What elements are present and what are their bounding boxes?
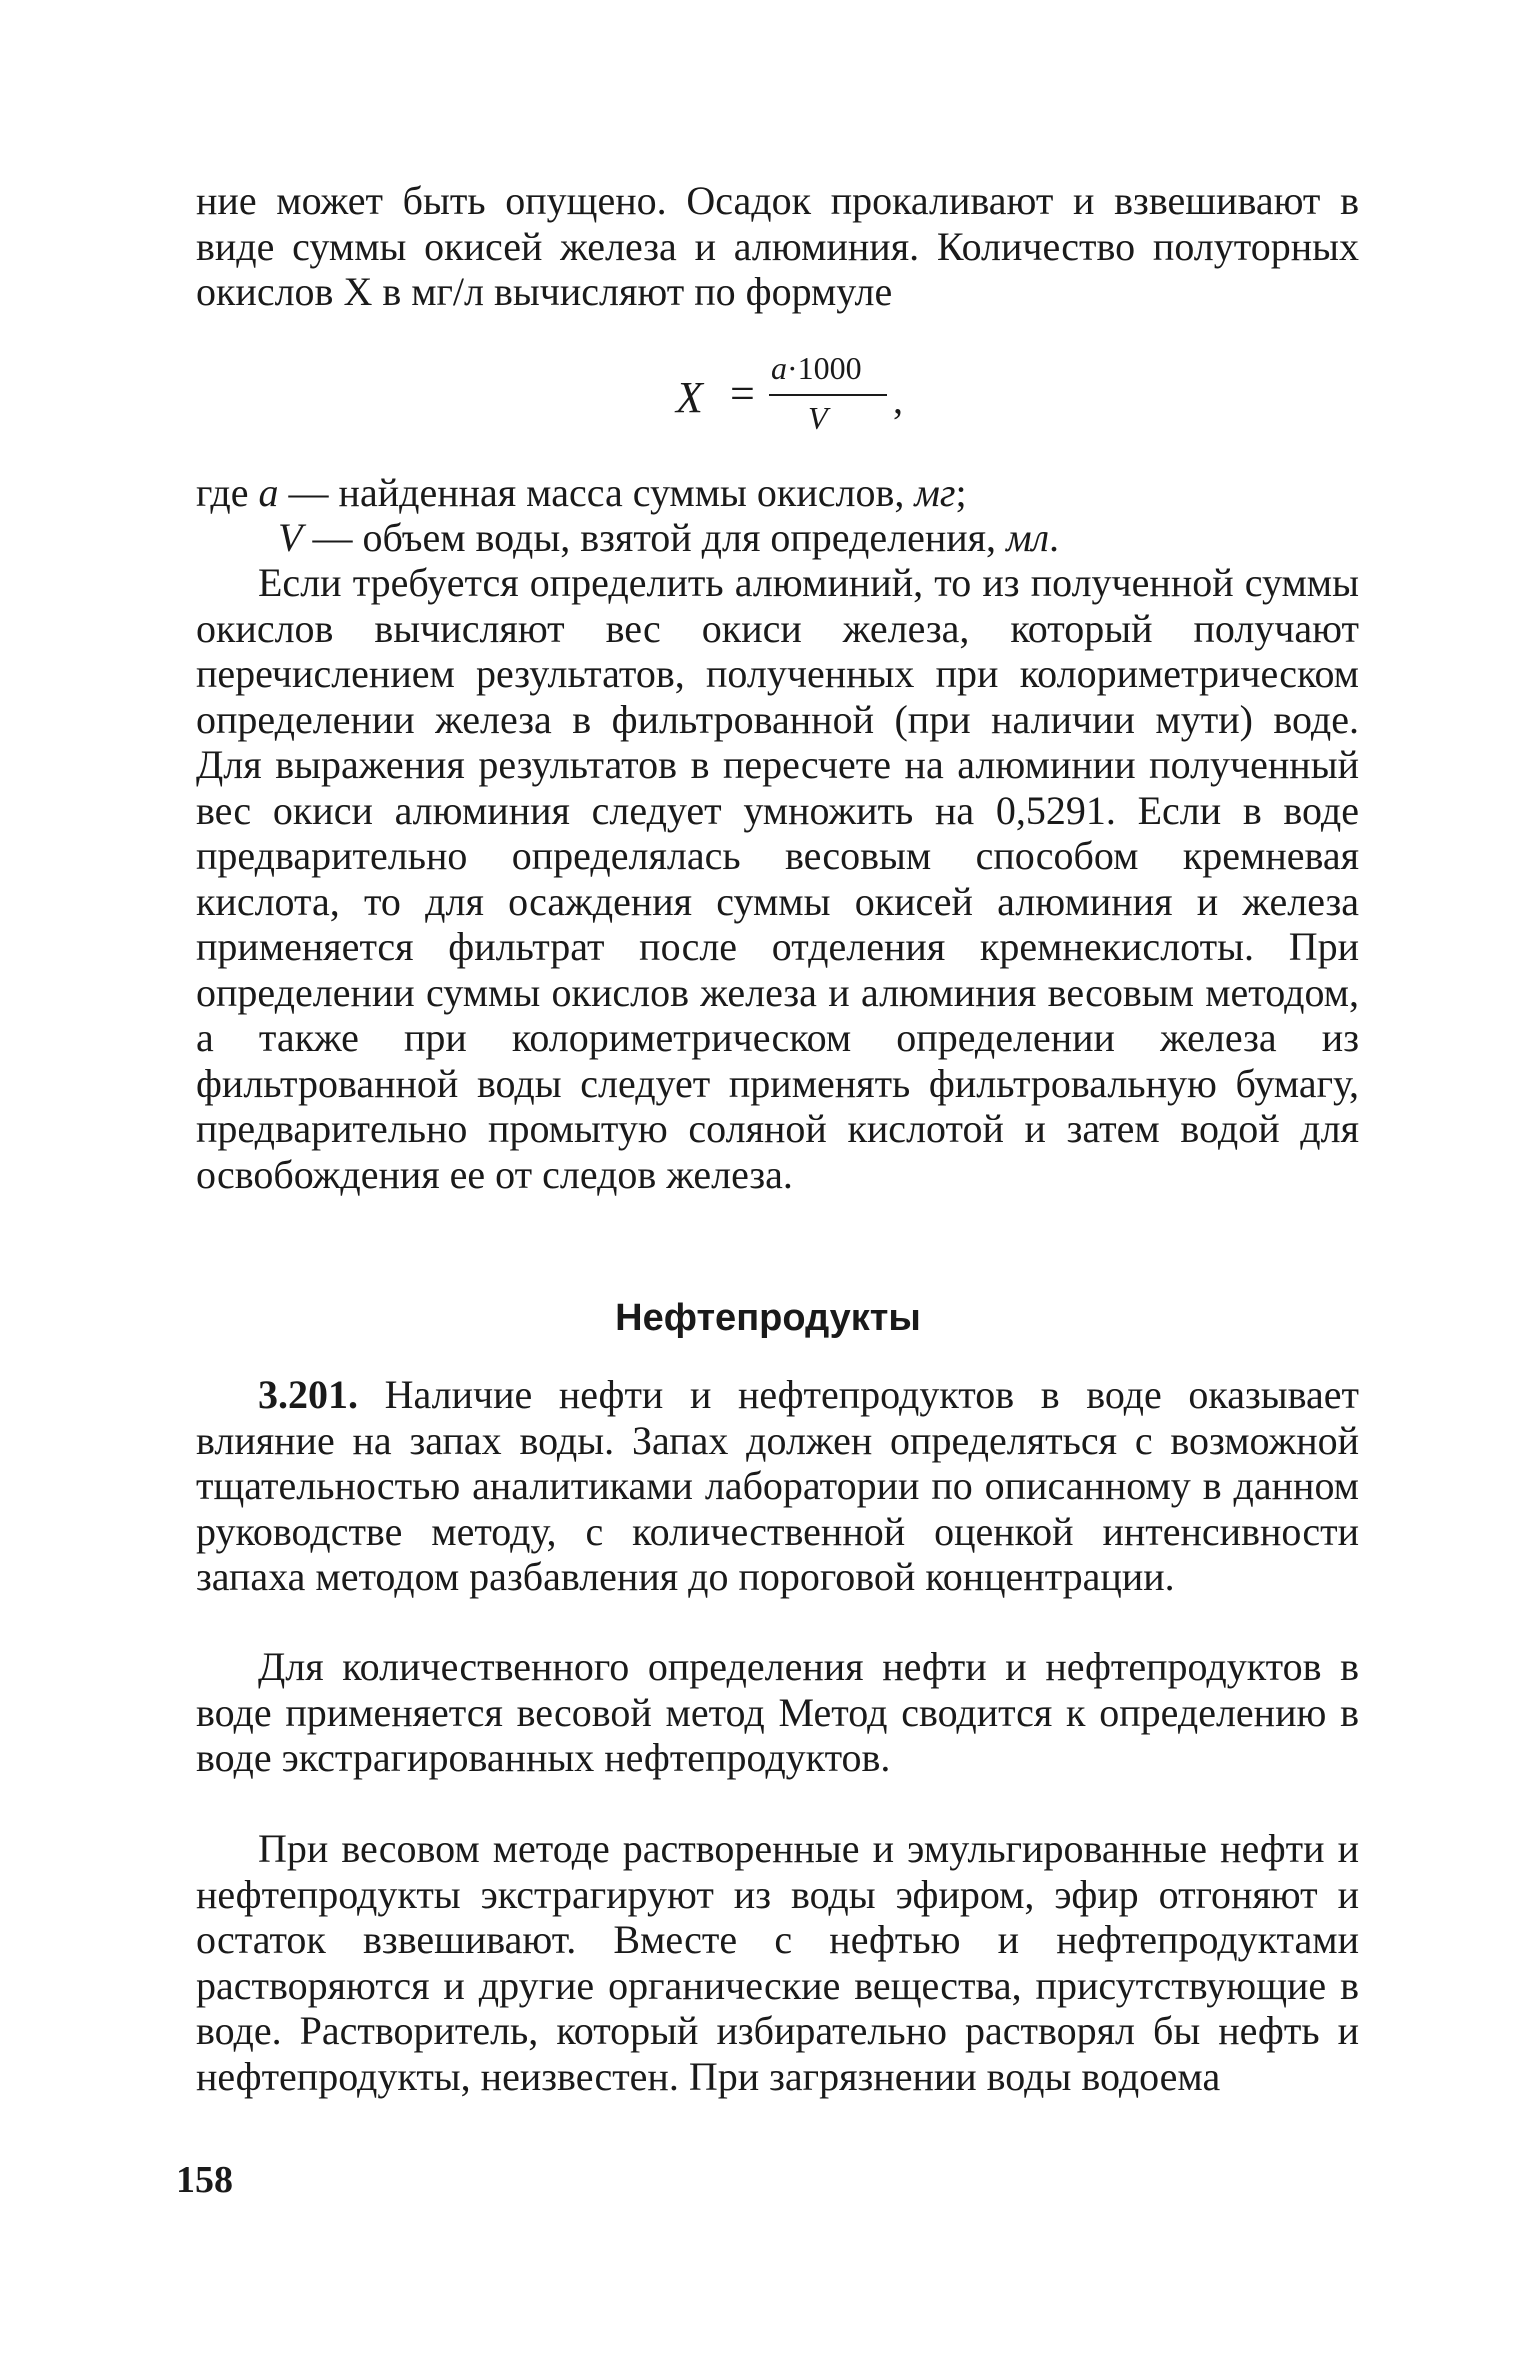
clause-number: 3.201. [258,1372,358,1417]
paragraph-aluminium: Если требуется определить алюминий, то из полученной суммы окислов вычисляют вес окиси железа, который получают перечислением результатов, полученных при колориметрическом определении железа в фильтрованной (при наличии мути) воде. Для выражения результатов в пересчете на алюминии полученный вес окиси алюминия следует умножить на 0,5291. Если в воде предварительно определялась весовым способом кремневая кислота, то для осаждения суммы окисей алюминия и железа применяется фильтрат после отделения кремнекислоты. При определении суммы окислов железа и алюминия весовым методом, а также при колориметрическом определении железа из фильтрованной воды следует применять фильтровальную бумагу, предварительно промытую соляной кислотой и затем водой для освобождения ее от следов железа. [196,560,1359,1197]
paragraph-gravimetric: При весовом методе растворенные и эмульгированные нефти и нефтепродукты экстрагируют из воды эфиром, эфир отгоняют и остаток взвешивают. Вместе с нефтью и нефтепродуктами растворяются и другие органические вещества, присутствующие в воде. Растворитель, который избирательно растворял бы нефть и нефтепродукты, неизвестен. При загрязнении воды водоема [196,1826,1359,2099]
formula-lhs: X [676,373,703,422]
formula-equals: = [730,369,755,418]
definition-unit: мл [1006,515,1050,560]
formula-denominator: V [808,400,828,436]
formula-numerator-rest: ·1000 [787,350,862,386]
formula-fraction-bar [769,394,887,396]
clause-text: Наличие нефти и нефтепродуктов в воде оказывает влияние на запах воды. Запах должен определяться с возможной тщательностью аналитиками лаборатории по описанному в данном руководстве методу, с количественной оценкой интенсивности запаха методом разбавления до пороговой концентрации. [196,1372,1360,1599]
definition-text: — объем воды, взятой для определения, [302,515,1007,560]
definition-a [196,470,967,516]
definition-text: — найденная масса суммы окислов, [278,470,915,515]
definition-symbol: V [278,515,303,560]
definition-lead: где [196,470,259,515]
paragraph-3-201 [196,1372,1359,1600]
paragraph-quantitative: Для количественного определения нефти и нефтепродуктов в воде применяется весовой метод Метод сводится к определению в воде экстрагированных нефтепродуктов. [196,1644,1359,1780]
paragraph-intro: ние может быть опущено. Осадок прокаливают и взвешивают в виде суммы окисей железа и алюминия. Количество полуторных окислов X в мг/л вычисляют по формуле [196,178,1359,314]
page-number: 158 [176,2159,233,2201]
formula-numerator-var: a [771,350,787,386]
formula-comma: , [893,377,903,422]
definition-unit: мг [914,470,956,515]
definition-end: . [1049,515,1060,560]
section-heading: Нефтепродукты [615,1297,921,1339]
definition-end: ; [955,470,967,515]
definition-v [278,515,1059,561]
formula-numerator [771,350,862,386]
definition-symbol: a [258,470,279,515]
